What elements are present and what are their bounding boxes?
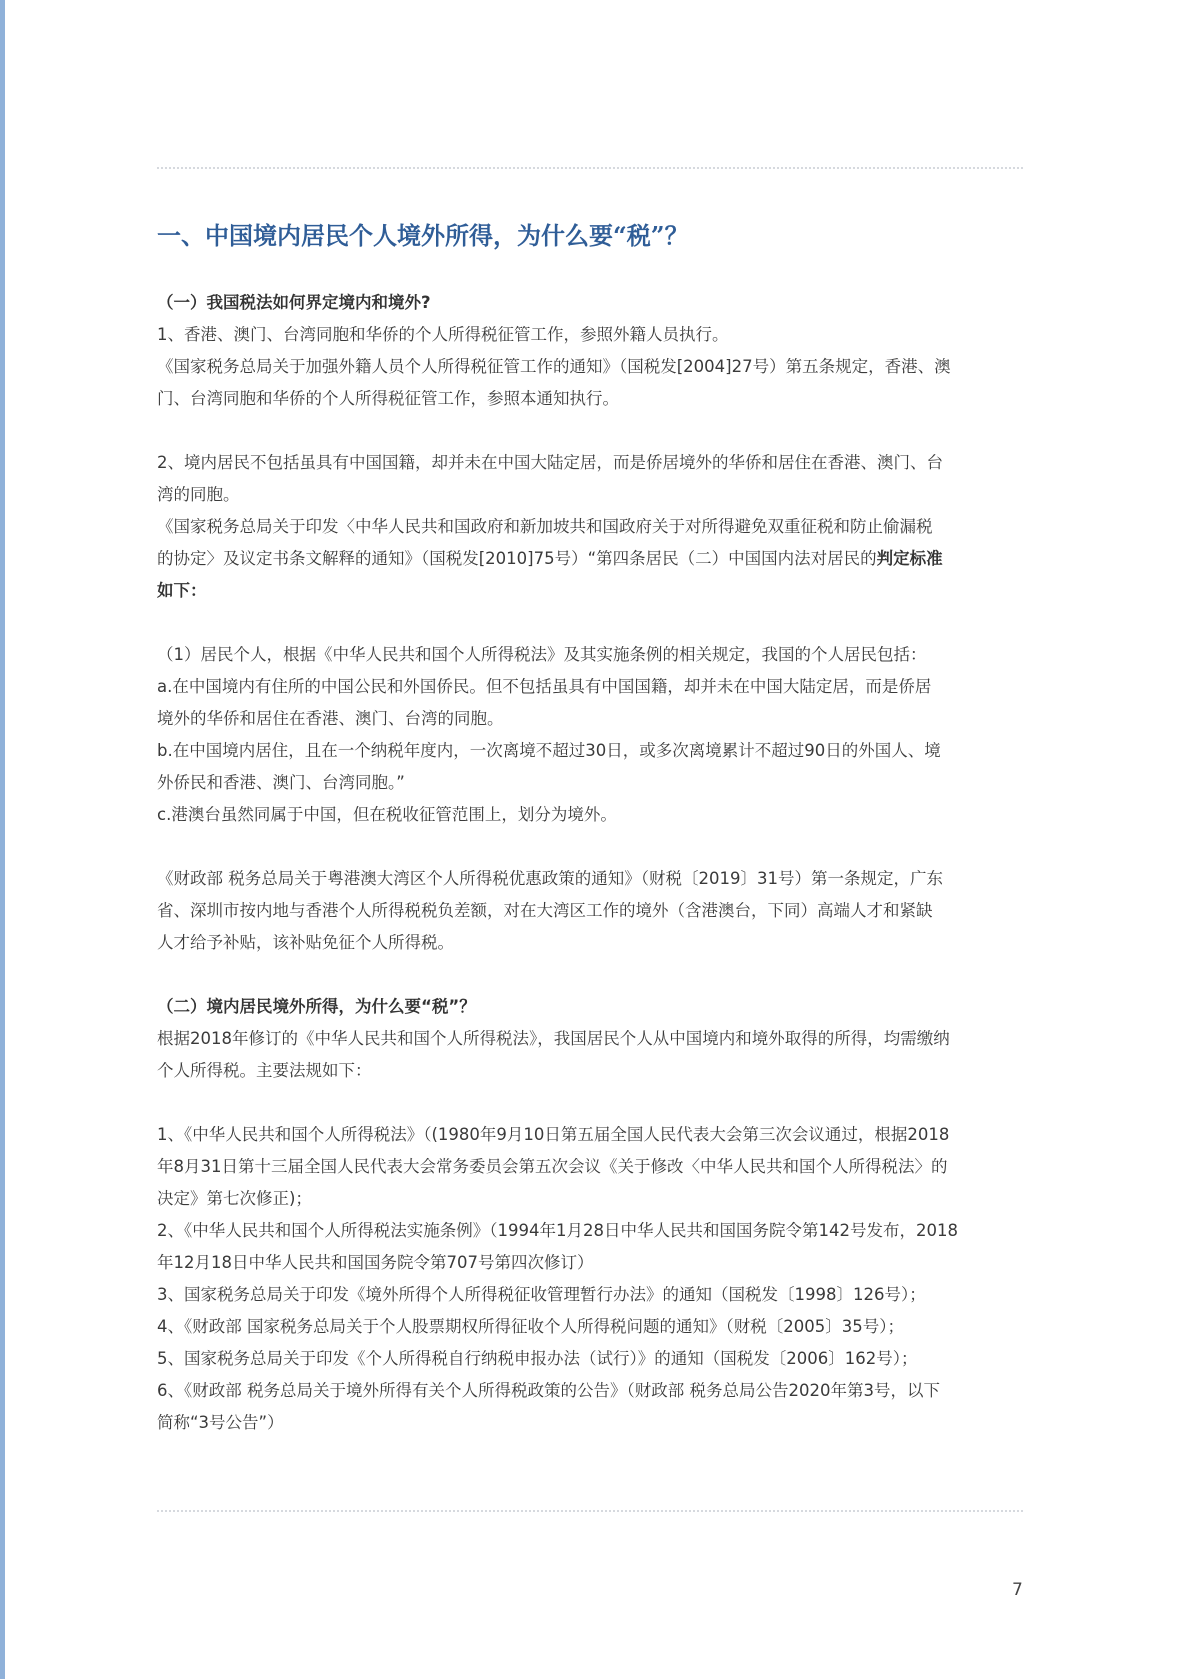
text-line	[157, 895, 1023, 927]
text-segment: a.在中国境内有住所的中国公民和外国侨民。但不包括虽具有中国国籍，却并未在中国大陆定居，而是侨居	[157, 677, 932, 696]
page-number: 7	[1012, 1580, 1023, 1600]
text-segment: 湾的同胞。	[157, 485, 240, 504]
text-line	[157, 1055, 1023, 1087]
text-line	[157, 351, 1023, 383]
text-segment: 5、国家税务总局关于印发《个人所得税自行纳税申报办法（试行）》的通知（国税发〔2006〕162号）；	[157, 1349, 918, 1368]
text-line	[157, 1215, 1023, 1247]
text-line	[157, 1407, 1023, 1439]
text-segment: 6、《财政部 税务总局关于境外所得有关个人所得税政策的公告》（财政部 税务总局公告2020年第3号，以下	[157, 1381, 940, 1400]
text-segment: 门、台湾同胞和华侨的个人所得税征管工作，参照本通知执行。	[157, 389, 619, 408]
text-segment: 2、《中华人民共和国个人所得税法实施条例》（1994年1月28日中华人民共和国国务院令第142号发布，2018	[157, 1221, 958, 1240]
text-line	[157, 1151, 1023, 1183]
blank-line	[157, 607, 1023, 639]
text-segment: 1、香港、澳门、台湾同胞和华侨的个人所得税征管工作，参照外籍人员执行。	[157, 325, 729, 344]
text-line	[157, 543, 1023, 575]
text-segment: 年8月31日第十三届全国人民代表大会常务委员会第五次会议《关于修改〈中华人民共和国个人所得税法〉的	[157, 1157, 948, 1176]
text-segment: 简称“3号公告”）	[157, 1413, 284, 1432]
bottom-divider	[157, 1510, 1023, 1512]
text-segment: c.港澳台虽然同属于中国，但在税收征管范围上，划分为境外。	[157, 805, 617, 824]
text-segment: 境外的华侨和居住在香港、澳门、台湾的同胞。	[157, 709, 504, 728]
text-line	[157, 1119, 1023, 1151]
text-segment: 决定》第七次修正)；	[157, 1189, 312, 1208]
text-line	[157, 1183, 1023, 1215]
text-line	[157, 927, 1023, 959]
text-line	[157, 383, 1023, 415]
text-segment: 外侨民和香港、澳门、台湾同胞。”	[157, 773, 405, 792]
text-line	[157, 767, 1023, 799]
text-line	[157, 511, 1023, 543]
text-line	[157, 1023, 1023, 1055]
text-segment: 省、深圳市按内地与香港个人所得税税负差额，对在大湾区工作的境外（含港澳台，下同）高端人才和紧缺	[157, 901, 933, 920]
text-line	[157, 703, 1023, 735]
subsection-heading	[157, 287, 1023, 319]
text-segment: （一）我国税法如何界定境内和境外?	[157, 293, 431, 312]
text-segment: 人才给予补贴，该补贴免征个人所得税。	[157, 933, 454, 952]
text-segment: （1）居民个人，根据《中华人民共和国个人所得税法》及其实施条例的相关规定，我国的个人居民包括：	[157, 645, 927, 664]
text-line	[157, 1279, 1023, 1311]
blank-line	[157, 831, 1023, 863]
document-body	[157, 287, 1023, 1439]
text-line	[157, 447, 1023, 479]
text-segment: 个人所得税。主要法规如下：	[157, 1061, 372, 1080]
blank-line	[157, 415, 1023, 447]
top-divider	[157, 167, 1023, 169]
text-segment: 1、《中华人民共和国个人所得税法》（(1980年9月10日第五届全国人民代表大会第三次会议通过，根据2018	[157, 1125, 950, 1144]
text-line	[157, 799, 1023, 831]
text-segment: b.在中国境内居住，且在一个纳税年度内，一次离境不超过30日，或多次离境累计不超过90日的外国人、境	[157, 741, 941, 760]
text-line	[157, 319, 1023, 351]
text-segment: 《国家税务总局关于加强外籍人员个人所得税征管工作的通知》（国税发[2004]27号）第五条规定，香港、澳	[157, 357, 951, 376]
text-line	[157, 1247, 1023, 1279]
text-segment: 《财政部 税务总局关于粤港澳大湾区个人所得税优惠政策的通知》（财税〔2019〕31号）第一条规定，广东	[157, 869, 943, 888]
page-edge-stripe	[0, 0, 5, 1679]
bold-text: 如下：	[157, 581, 207, 600]
section-title: 一、中国境内居民个人境外所得，为什么要“税”？	[157, 221, 689, 250]
text-line	[157, 479, 1023, 511]
text-line	[157, 863, 1023, 895]
text-line	[157, 639, 1023, 671]
text-segment: 的协定〉及议定书条文解释的通知》（国税发[2010]75号）“第四条居民（二）中国国内法对居民的	[157, 549, 877, 568]
text-line	[157, 1311, 1023, 1343]
text-segment: （二）境内居民境外所得，为什么要“税”？	[157, 997, 476, 1016]
blank-line	[157, 1087, 1023, 1119]
text-line	[157, 671, 1023, 703]
text-line	[157, 1343, 1023, 1375]
text-segment: 《国家税务总局关于印发〈中华人民共和国政府和新加坡共和国政府关于对所得避免双重征税和防止偷漏税	[157, 517, 933, 536]
text-segment: 2、境内居民不包括虽具有中国国籍，却并未在中国大陆定居，而是侨居境外的华侨和居住在香港、澳门、台	[157, 453, 943, 472]
bold-text: 判定标准	[876, 549, 943, 568]
blank-line	[157, 959, 1023, 991]
text-line	[157, 575, 1023, 607]
text-line	[157, 1375, 1023, 1407]
text-segment: 年12月18日中华人民共和国国务院令第707号第四次修订）	[157, 1253, 594, 1272]
text-segment: 3、国家税务总局关于印发《境外所得个人所得税征收管理暂行办法》的通知（国税发〔1998〕126号）；	[157, 1285, 926, 1304]
text-segment: 根据2018年修订的《中华人民共和国个人所得税法》，我国居民个人从中国境内和境外取得的所得，均需缴纳	[157, 1029, 950, 1048]
text-line	[157, 735, 1023, 767]
subsection-heading	[157, 991, 1023, 1023]
text-segment: 4、《财政部 国家税务总局关于个人股票期权所得征收个人所得税问题的通知》（财税〔2005〕35号）；	[157, 1317, 904, 1336]
